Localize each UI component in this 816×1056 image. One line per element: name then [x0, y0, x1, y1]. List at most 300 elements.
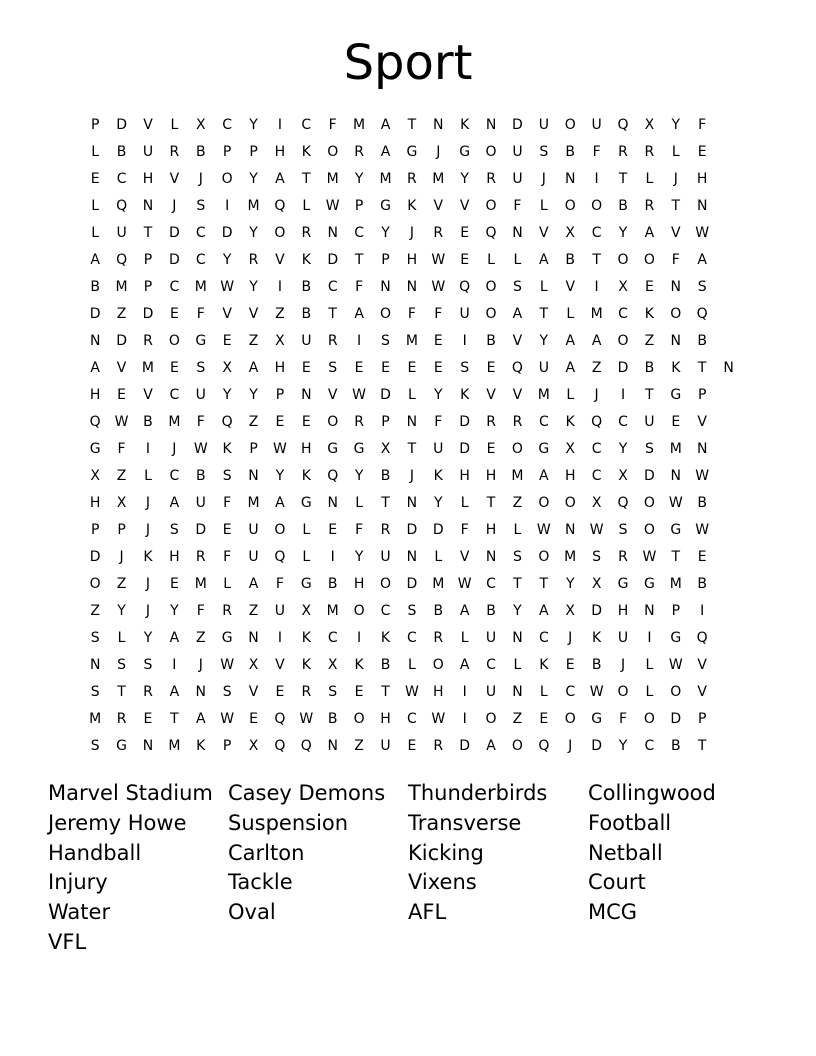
grid-letter: Z — [116, 467, 127, 484]
grid-letter: G — [670, 386, 682, 403]
grid-letter: T — [618, 170, 628, 187]
grid-letter: Q — [274, 548, 286, 565]
grid-letter: E — [486, 359, 496, 376]
grid-letter: K — [301, 656, 311, 673]
grid-letter: W — [668, 656, 683, 673]
grid-letter: T — [697, 737, 707, 754]
grid-letter: E — [222, 521, 232, 538]
grid-letter: R — [486, 170, 496, 187]
grid-letter: B — [90, 278, 100, 295]
grid-letter: I — [594, 170, 599, 187]
grid-row — [82, 408, 742, 435]
grid-letter: O — [538, 494, 550, 511]
grid-letter: S — [169, 521, 179, 538]
grid-letter: S — [644, 440, 654, 457]
grid-letter: Q — [116, 197, 128, 214]
grid-letter: Y — [170, 602, 179, 619]
grid-letter: S — [618, 521, 628, 538]
grid-letter: M — [247, 197, 260, 214]
grid-letter: R — [143, 683, 153, 700]
grid-letter: U — [433, 440, 444, 457]
grid-letter: B — [116, 143, 127, 160]
grid-letter: N — [380, 278, 391, 295]
grid-letter: U — [644, 413, 655, 430]
grid-letter: S — [328, 359, 338, 376]
grid-letter: N — [327, 737, 338, 754]
grid-letter: P — [354, 197, 364, 214]
grid-letter: G — [380, 197, 391, 214]
grid-letter: P — [143, 251, 153, 268]
grid-letter: O — [485, 143, 497, 160]
grid-letter: Z — [248, 332, 259, 349]
grid-letter: V — [539, 224, 549, 241]
grid-letter: C — [327, 629, 338, 646]
grid-letter: V — [433, 197, 444, 214]
grid-letter: L — [645, 170, 654, 187]
grid-letter: G — [327, 440, 339, 457]
grid-letter: V — [327, 386, 338, 403]
grid-letter: E — [433, 359, 443, 376]
grid-letter: B — [644, 359, 655, 376]
grid-letter: N — [89, 656, 101, 673]
grid-letter: W — [431, 251, 446, 268]
grid-letter: K — [460, 116, 470, 133]
grid-letter: S — [196, 197, 206, 214]
grid-letter: A — [248, 359, 259, 376]
grid-row — [82, 489, 742, 516]
grid-letter: D — [459, 440, 471, 457]
word-list-item: VFL — [48, 929, 87, 954]
grid-letter: O — [564, 494, 576, 511]
grid-letter: F — [618, 710, 628, 727]
grid-letter: L — [223, 575, 232, 592]
grid-letter: W — [695, 467, 710, 484]
grid-row — [82, 273, 742, 300]
grid-letter: I — [330, 548, 335, 565]
grid-letter: H — [617, 602, 629, 619]
grid-letter: Y — [249, 224, 258, 241]
grid-letter: Z — [275, 305, 285, 322]
grid-letter: Q — [116, 251, 128, 268]
grid-letter: D — [89, 305, 101, 322]
grid-letter: N — [248, 629, 259, 646]
grid-letter: Z — [591, 359, 602, 376]
grid-letter: E — [671, 413, 681, 430]
grid-letter: V — [697, 656, 707, 673]
grid-letter: G — [591, 710, 603, 727]
grid-letter: F — [355, 521, 364, 538]
grid-letter: N — [670, 467, 682, 484]
grid-letter: Q — [274, 737, 286, 754]
grid-letter: O — [617, 683, 629, 700]
grid-letter: T — [328, 305, 337, 322]
grid-letter: I — [357, 629, 362, 646]
grid-letter: A — [195, 710, 206, 727]
word-list-item: MCG — [588, 900, 638, 925]
grid-letter: P — [671, 602, 681, 619]
grid-letter: D — [116, 116, 127, 133]
grid-letter: P — [222, 737, 232, 754]
grid-letter: L — [91, 143, 100, 160]
grid-letter: D — [591, 737, 602, 754]
grid-letter: Y — [565, 575, 575, 592]
grid-letter: Q — [511, 359, 523, 376]
grid-letter: R — [618, 143, 628, 160]
grid-letter: V — [248, 683, 259, 700]
grid-letter: D — [406, 521, 418, 538]
grid-letter: Q — [274, 710, 286, 727]
grid-letter: B — [697, 332, 707, 349]
grid-letter: Z — [116, 305, 127, 322]
grid-letter: B — [697, 494, 707, 511]
grid-letter: X — [222, 359, 232, 376]
grid-letter: S — [117, 656, 127, 673]
grid-letter: Z — [195, 629, 206, 646]
grid-letter: B — [327, 575, 338, 592]
grid-letter: E — [301, 413, 311, 430]
grid-letter: O — [353, 602, 365, 619]
grid-letter: O — [485, 197, 497, 214]
grid-letter: L — [117, 629, 126, 646]
grid-letter: L — [645, 683, 654, 700]
grid-letter: S — [697, 278, 707, 295]
grid-letter: Y — [354, 548, 364, 565]
grid-letter: F — [196, 602, 205, 619]
grid-letter: D — [168, 224, 180, 241]
grid-letter: C — [327, 278, 338, 295]
grid-letter: U — [459, 305, 470, 322]
grid-letter: W — [431, 278, 446, 295]
grid-letter: E — [697, 143, 707, 160]
grid-letter: T — [170, 710, 179, 727]
grid-letter: D — [670, 710, 682, 727]
grid-letter: U — [195, 494, 206, 511]
grid-letter: U — [485, 629, 497, 646]
grid-letter: R — [143, 332, 153, 349]
word-list-item: Injury — [48, 870, 108, 895]
grid-letter: O — [511, 440, 523, 457]
grid-letter: V — [512, 386, 523, 403]
grid-letter: X — [591, 494, 602, 511]
grid-letter: P — [697, 710, 707, 727]
grid-letter: O — [670, 305, 682, 322]
grid-letter: Z — [248, 413, 259, 430]
grid-letter: W — [668, 494, 683, 511]
grid-row — [82, 192, 742, 219]
grid-letter: Q — [327, 467, 339, 484]
grid-letter: E — [169, 305, 179, 322]
grid-letter: K — [196, 737, 206, 754]
grid-letter: A — [591, 332, 602, 349]
grid-letter: B — [670, 737, 681, 754]
grid-letter: W — [273, 440, 287, 457]
grid-letter: Y — [671, 116, 681, 133]
grid-letter: H — [89, 494, 101, 511]
grid-row — [82, 597, 742, 624]
grid-letter: Z — [644, 332, 655, 349]
grid-letter: S — [381, 332, 390, 349]
grid-letter: O — [511, 737, 523, 754]
grid-letter: C — [116, 170, 127, 187]
grid-letter: E — [169, 575, 179, 592]
grid-letter: M — [432, 170, 445, 187]
grid-letter: K — [407, 197, 417, 214]
grid-letter: A — [90, 359, 100, 376]
grid-letter: A — [565, 359, 576, 376]
grid-letter: F — [328, 116, 337, 133]
word-list-item: Jeremy Howe — [48, 810, 187, 835]
grid-letter: N — [670, 278, 682, 295]
grid-letter: F — [196, 413, 205, 430]
grid-letter: M — [194, 278, 207, 295]
word-list — [48, 779, 768, 958]
grid-letter: J — [145, 602, 151, 619]
grid-letter: M — [669, 575, 682, 592]
grid-letter: Y — [433, 386, 443, 403]
grid-letter: F — [407, 305, 416, 322]
grid-letter: S — [222, 467, 232, 484]
grid-row — [82, 327, 742, 354]
grid-letter: U — [380, 548, 391, 565]
grid-letter: W — [220, 278, 235, 295]
grid-letter: F — [513, 197, 522, 214]
grid-letter: W — [193, 440, 208, 457]
grid-letter: Q — [696, 629, 708, 646]
grid-row — [82, 651, 742, 678]
grid-letter: U — [512, 170, 523, 187]
grid-letter: X — [618, 278, 628, 295]
grid-letter: Z — [248, 602, 259, 619]
grid-letter: D — [142, 305, 154, 322]
grid-letter: J — [409, 224, 414, 241]
grid-letter: W — [299, 710, 314, 727]
grid-letter: L — [144, 467, 152, 484]
grid-letter: X — [644, 116, 655, 133]
grid-letter: D — [195, 521, 207, 538]
grid-letter: U — [512, 143, 523, 160]
grid-letter: O — [327, 143, 339, 160]
grid-letter: J — [172, 197, 177, 214]
grid-letter: D — [459, 737, 471, 754]
grid-letter: R — [301, 683, 312, 700]
grid-letter: A — [169, 494, 180, 511]
grid-letter: S — [592, 548, 602, 565]
grid-letter: F — [434, 413, 443, 430]
grid-letter: P — [381, 413, 390, 430]
grid-letter: Y — [539, 332, 549, 349]
grid-letter: P — [117, 521, 126, 538]
grid-letter: E — [486, 440, 496, 457]
grid-letter: M — [669, 440, 682, 457]
grid-letter: E — [301, 359, 311, 376]
grid-row — [82, 570, 742, 597]
grid-letter: P — [90, 116, 100, 133]
grid-row — [82, 462, 742, 489]
grid-letter: U — [142, 143, 154, 160]
grid-letter: A — [459, 656, 470, 673]
grid-letter: X — [565, 602, 576, 619]
grid-letter: Y — [381, 224, 390, 241]
grid-letter: C — [222, 116, 233, 133]
grid-letter: E — [117, 386, 127, 403]
grid-letter: F — [698, 116, 707, 133]
grid-letter: M — [537, 386, 550, 403]
grid-letter: Y — [222, 251, 232, 268]
grid-letter: V — [143, 116, 153, 133]
grid-letter: A — [275, 494, 285, 511]
grid-letter: N — [327, 494, 338, 511]
grid-letter: Q — [300, 737, 312, 754]
grid-letter: R — [407, 170, 417, 187]
grid-letter: A — [169, 683, 180, 700]
grid-letter: A — [644, 224, 655, 241]
grid-letter: J — [145, 575, 151, 592]
grid-letter: R — [512, 413, 523, 430]
grid-row — [82, 624, 742, 651]
grid-letter: L — [302, 521, 311, 538]
grid-letter: Q — [617, 116, 629, 133]
grid-letter: C — [538, 413, 549, 430]
grid-letter: A — [539, 467, 549, 484]
word-list-item: Collingwood — [588, 781, 716, 805]
grid-letter: U — [380, 737, 391, 754]
grid-letter: N — [644, 602, 655, 619]
grid-letter: T — [486, 494, 496, 511]
grid-letter: G — [670, 629, 682, 646]
grid-letter: A — [354, 305, 364, 322]
grid-letter: T — [407, 440, 417, 457]
grid-letter: O — [617, 251, 629, 268]
grid-letter: A — [275, 170, 285, 187]
grid-letter: E — [460, 251, 470, 268]
grid-letter: L — [539, 278, 548, 295]
grid-letter: L — [407, 656, 416, 673]
grid-letter: C — [169, 386, 180, 403]
grid-letter: G — [459, 143, 471, 160]
grid-letter: G — [353, 440, 365, 457]
grid-letter: Y — [460, 170, 469, 187]
grid-letter: D — [512, 116, 523, 133]
grid-letter: Y — [618, 224, 628, 241]
grid-letter: J — [145, 494, 151, 511]
grid-letter: Y — [618, 737, 628, 754]
grid-letter: C — [591, 467, 602, 484]
grid-letter: T — [381, 494, 390, 511]
grid-letter: F — [355, 278, 364, 295]
grid-letter: E — [539, 710, 549, 727]
grid-letter: L — [513, 251, 522, 268]
grid-letter: L — [566, 386, 575, 403]
grid-letter: S — [328, 683, 338, 700]
grid-letter: V — [486, 386, 496, 403]
grid-letter: L — [460, 494, 469, 511]
grid-letter: X — [327, 656, 338, 673]
grid-letter: N — [301, 386, 312, 403]
grid-letter: N — [696, 197, 708, 214]
grid-letter: T — [117, 683, 126, 700]
grid-letter: U — [116, 224, 127, 241]
grid-letter: B — [565, 143, 576, 160]
word-list-item: Water — [48, 900, 111, 925]
grid-letter: I — [647, 629, 652, 646]
grid-letter: N — [89, 332, 101, 349]
word-list-item: Oval — [228, 900, 276, 925]
grid-letter: Y — [249, 278, 258, 295]
grid-letter: I — [620, 386, 626, 403]
grid-letter: X — [116, 494, 127, 511]
grid-letter: H — [459, 467, 470, 484]
grid-letter: X — [591, 575, 602, 592]
grid-letter: S — [513, 278, 522, 295]
grid-letter: E — [381, 359, 390, 376]
grid-letter: H — [353, 575, 365, 592]
grid-letter: E — [354, 359, 364, 376]
grid-letter: K — [671, 359, 681, 376]
grid-letter: R — [116, 710, 127, 727]
grid-letter: L — [487, 251, 495, 268]
grid-letter: N — [512, 629, 523, 646]
grid-letter: V — [459, 197, 470, 214]
grid-letter: M — [511, 467, 524, 484]
grid-letter: L — [566, 305, 575, 322]
grid-letter: S — [196, 359, 206, 376]
grid-letter: R — [433, 224, 444, 241]
grid-letter: K — [380, 629, 391, 646]
grid-letter: J — [594, 386, 599, 403]
grid-letter: S — [90, 629, 100, 646]
grid-letter: O — [643, 251, 655, 268]
grid-letter: Q — [274, 197, 286, 214]
grid-letter: X — [248, 656, 259, 673]
grid-letter: R — [327, 332, 338, 349]
grid-letter: M — [89, 710, 102, 727]
grid-letter: X — [248, 737, 259, 754]
grid-letter: C — [644, 737, 655, 754]
grid-letter: H — [274, 359, 286, 376]
grid-letter: X — [380, 440, 391, 457]
grid-letter: F — [223, 548, 232, 565]
grid-letter: Q — [617, 494, 629, 511]
grid-letter: U — [274, 602, 286, 619]
grid-letter: D — [432, 521, 444, 538]
grid-letter: Z — [512, 710, 523, 727]
word-search-grid — [82, 111, 742, 759]
grid-letter: C — [618, 305, 628, 322]
grid-letter: E — [249, 710, 258, 727]
grid-letter: I — [594, 278, 599, 295]
grid-letter: J — [198, 170, 203, 187]
grid-letter: B — [591, 656, 602, 673]
grid-letter: H — [301, 440, 312, 457]
grid-letter: Q — [485, 224, 497, 241]
grid-letter: O — [564, 710, 576, 727]
grid-letter: O — [617, 332, 629, 349]
word-list-item: Tackle — [228, 870, 293, 895]
word-list-item: Handball — [48, 840, 142, 865]
grid-letter: R — [248, 251, 259, 268]
grid-letter: B — [618, 197, 628, 214]
grid-letter: K — [143, 548, 153, 565]
page-title: Sport — [343, 35, 473, 91]
grid-letter: W — [695, 224, 710, 241]
grid-letter: J — [673, 170, 678, 187]
grid-letter: Z — [116, 575, 127, 592]
grid-letter: O — [485, 710, 497, 727]
grid-letter: C — [486, 575, 496, 592]
grid-letter: Q — [538, 737, 550, 754]
grid-letter: A — [565, 332, 576, 349]
grid-letter: Z — [354, 737, 364, 754]
